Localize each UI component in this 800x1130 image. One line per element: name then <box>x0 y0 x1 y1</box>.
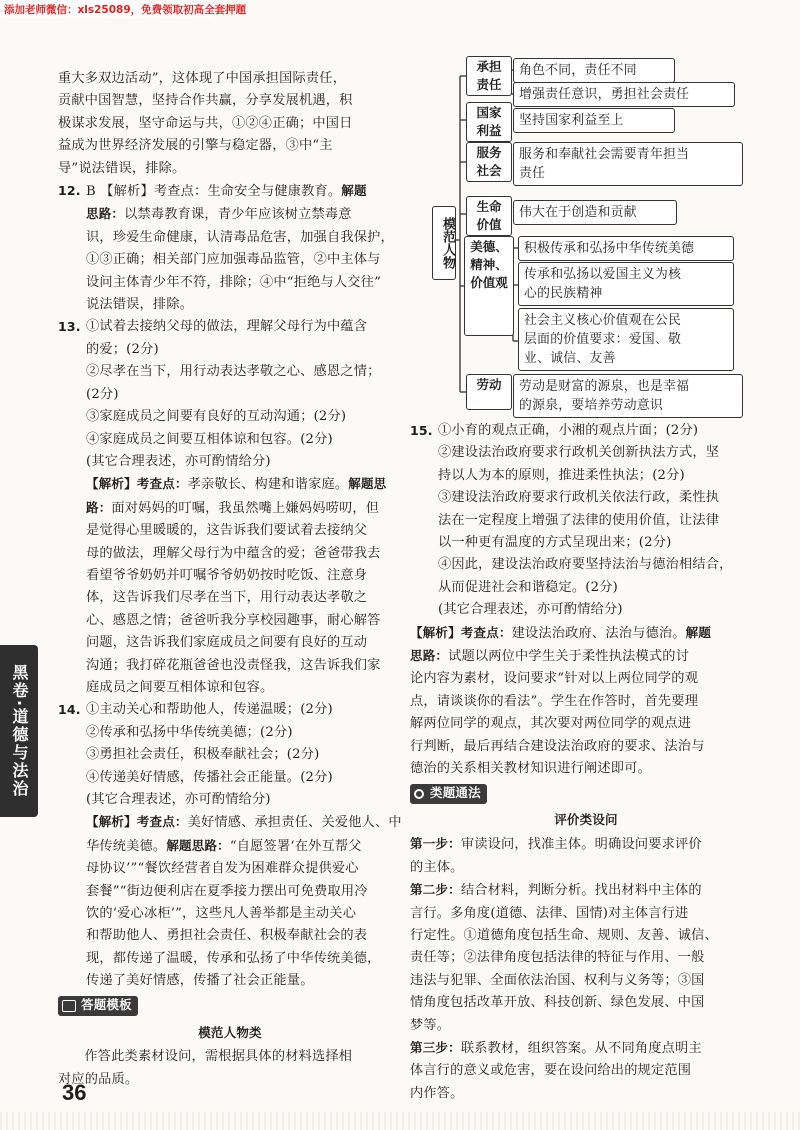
left-column <box>58 68 402 1091</box>
step-line <box>410 1015 762 1037</box>
mind-map-category: 生命 价值 <box>466 196 512 236</box>
key-label: 路： <box>86 499 112 515</box>
mind-map-leaf: 劳动是财富的源泉，也是幸福 的源泉，要培养劳动意识 <box>513 374 743 418</box>
answer-line: ②建设法治政府要求行政机关创新执法方式，坚 <box>438 445 720 461</box>
question-number: 12. <box>58 183 81 199</box>
template-line: 作答此类素材设问，需根据具体的材料选择相 <box>84 1049 353 1065</box>
mind-map-leaf: 传承和弘扬以爱国主义为核 心的民族精神 <box>518 262 734 306</box>
step-text: 责任等；②法律角度包括法律的特征与作用、一般 <box>410 950 705 966</box>
mind-map-leaf: 伟大在于创造和贡献 <box>513 200 677 225</box>
step-line <box>410 833 762 856</box>
answer-line: ④家庭成员之间要互相体谅和包容。(2分) <box>86 431 333 447</box>
mind-map-category: 美德、 精神、 价值观 <box>464 236 514 336</box>
exam-point: 美好情感、承担责任、关爱他人、中 <box>187 815 402 831</box>
exam-point: 建设法治政府、法治与德治。 <box>511 625 686 641</box>
answer-line: (其它合理表述，亦可酌情给分) <box>86 453 271 469</box>
mind-map <box>410 56 770 418</box>
answer-line: 持以人为本的原则，推进柔性执法；(2分) <box>438 467 685 483</box>
key-icon <box>414 789 424 799</box>
answer-line: ③建设法治政府要求行政机关依法行政，柔性执 <box>438 490 720 506</box>
step-line <box>410 992 762 1014</box>
text-line: 贡献中国智慧，坚持合作共赢，分享发展机遇，积 <box>58 93 353 109</box>
analysis-line: 体，这告诉我们尽孝在当下，用行动表达孝敬之 <box>86 590 368 606</box>
analysis-lines <box>410 668 762 780</box>
analysis-line: 心、感恩之情；爸爸听我分享校园趣事，耐心解答 <box>86 612 381 628</box>
analysis-line: 母的做法，理解父母行为中蕴含的爱；爸爸带我去 <box>86 545 381 561</box>
step-text: 审读设问，找准主体。明确设问要求评价 <box>460 837 702 853</box>
key-label: 解题思路： <box>166 837 230 853</box>
answer-template-tag <box>58 996 138 1016</box>
mind-map-leaf: 积极传承和弘扬中华传统美德 <box>518 236 734 261</box>
answer-choice: B 【解析】考查点： <box>86 184 208 200</box>
analysis-line: 现，都传递了温暖，传承和弘扬了中华传统美德， <box>86 950 381 966</box>
answer-list <box>438 420 762 622</box>
mind-map-category: 服务 社会 <box>466 142 512 182</box>
question-14 <box>58 699 402 992</box>
step-text: 联系教材，组织答案。从不同角度点明主 <box>460 1040 702 1056</box>
mind-map-root: 模范人物 <box>432 206 456 280</box>
analysis-line: 母协议’”“餐饮经营者自发为困难群众提供爱心 <box>86 861 359 877</box>
analysis-text: 面对妈妈的叮嘱，我虽然嘴上嫌妈妈唠叨，但 <box>111 500 380 516</box>
promo-banner <box>0 0 247 18</box>
answer-line: ②传承和弘扬中华传统美德；(2分) <box>86 724 293 740</box>
step-line <box>410 903 762 925</box>
step-label: 第二步： <box>410 882 461 898</box>
analysis-line: ①③正确；相关部门应加强毒品监管，②中主体与 <box>86 252 381 268</box>
analysis-line: 设问主体青少年不符，排除；④中“拒绝与人交往” <box>86 274 382 290</box>
intro-paragraph <box>58 68 402 180</box>
analysis-label: 【解析】考查点： <box>410 624 512 640</box>
step-text: 违法与犯罪、全面依法治国、权利与义务等；③国 <box>410 972 705 988</box>
step-text: 言行。多角度(道德、法律、国情)对主体言行进 <box>410 905 689 921</box>
mind-map-leaf: 坚持国家利益至上 <box>513 108 675 133</box>
step-line <box>410 970 762 992</box>
analysis-line: 说法错误，排除。 <box>86 297 194 313</box>
step-label: 第一步： <box>410 836 461 852</box>
analysis-line: 庭成员之间要互相体谅和包容。 <box>86 679 274 695</box>
promo-banner-text: 添加老师微信：xls25089，免费领取初高全套押题 <box>4 4 247 16</box>
text-line: 益成为世界经济发展的引擎与稳定器，③中“主 <box>58 138 333 154</box>
analysis-line: 沟通；我打碎花瓶爸爸也没责怪我，这告诉我们家 <box>86 657 381 673</box>
step-text: 体言行的意义或危害，要在设问给出的规定范围 <box>410 1063 692 1079</box>
step-text: 情角度包括改革开放、科技创新、绿色发展、中国 <box>410 995 705 1011</box>
analysis-line: 传递了美好情感，传播了社会正能量。 <box>86 973 314 989</box>
step-text: 的主体。 <box>410 859 464 875</box>
text-line: 导”说法错误，排除。 <box>58 160 186 176</box>
method-steps <box>410 833 762 1105</box>
answer-line: 以一种更有温度的方式呈现出来；(2分) <box>438 535 672 551</box>
step-line <box>410 1037 762 1060</box>
template-text <box>58 1046 402 1091</box>
answer-line: ④传递美好情感，传播社会正能量。(2分) <box>86 769 333 785</box>
bottom-texture <box>0 1112 800 1130</box>
analysis-line: 论内容为素材，设问要求“针对以上两位同学的观 <box>410 671 699 687</box>
step-text: 结合材料，判断分析。找出材料中主体的 <box>460 883 702 899</box>
exam-point: 华传统美德。 <box>86 838 167 854</box>
answer-line: ①试着去接纳父母的做法，理解父母行为中蕴含 <box>86 319 368 335</box>
key-label: 解题 <box>341 183 367 199</box>
step-line <box>410 879 762 902</box>
answer-line: ③勇担社会责任，积极奉献社会；(2分) <box>86 747 320 763</box>
template-line: 对应的品质。 <box>58 1071 139 1087</box>
analysis-label: 【解析】考查点： <box>86 476 188 492</box>
analysis-line: 解两位同学的观点，其次要对两位同学的观点进 <box>410 716 692 732</box>
method-title: 评价类设问 <box>554 811 618 827</box>
mind-map-category: 劳动 <box>466 374 512 410</box>
question-number: 14. <box>58 702 81 718</box>
mind-map-leaf: 服务和奉献社会需要青年担当 责任 <box>513 142 743 186</box>
exam-point: 孝亲敬长、构建和谐家庭。 <box>187 477 349 493</box>
step-line <box>410 1060 762 1082</box>
step-label: 第三步： <box>410 1039 461 1055</box>
analysis-line: 问题，这告诉我们家庭成员之间要有良好的互动 <box>86 635 368 651</box>
tag-label: 答题模板 <box>81 997 132 1013</box>
analysis-line: 行判断，最后再结合建设法治政府的要求、法治与 <box>410 738 705 754</box>
answer-line: (其它合理表述，亦可酌情给分) <box>86 792 271 807</box>
analysis-line: 套餐”“街边便利店在夏季接力摆出可免费取用冷 <box>86 883 368 899</box>
analysis-line: 看望爷爷奶奶并叮嘱爷爷奶奶按时吃饭、注意身 <box>86 567 368 583</box>
analysis-label: 【解析】考查点： <box>86 814 188 830</box>
step-line <box>410 857 762 879</box>
mind-map-leaf: 增强责任意识，勇担社会责任 <box>513 82 735 107</box>
answer-line: ①主动关心和帮助他人，传递温暖；(2分) <box>86 702 333 718</box>
answer-line: ②尽孝在当下，用行动表达孝敬之心、感恩之情； <box>86 364 381 380</box>
right-column <box>410 420 762 1105</box>
answer-line: 从而促进社会和谐稳定。(2分) <box>438 579 618 595</box>
analysis-text: 以禁毒教育课，青少年应该树立禁毒意 <box>124 207 352 223</box>
key-label: 思路： <box>86 206 125 222</box>
step-text: 行定性。①道德角度包括生命、规则、友善、诚信、 <box>410 927 718 943</box>
answer-line: 法在一定程度上增强了法律的使用价值，让法律 <box>438 512 720 528</box>
analysis-line: 识，珍爱生命健康，认清毒品危害，加强自我保护， <box>86 229 394 245</box>
mind-map-leaf: 社会主义核心价值观在公民 层面的价值要求：爱国、敬 业、诚信、友善 <box>518 308 734 371</box>
analysis-line: 和帮助他人、勇担社会责任、积极奉献社会的表 <box>86 928 368 944</box>
analysis-text: 试题以两位中学生关于柔性执法模式的讨 <box>448 649 690 665</box>
analysis-text: “自愿签署‘在外互帮父 <box>229 838 362 854</box>
answer-line: ①小育的观点正确，小湘的观点片面；(2分) <box>438 423 699 438</box>
answer-line: 的爱；(2分) <box>86 341 159 357</box>
mind-map-category: 承担 责任 <box>466 56 512 96</box>
step-text: 内作答。 <box>410 1085 464 1101</box>
step-line <box>410 925 762 947</box>
book-icon <box>62 1000 76 1012</box>
question-13 <box>58 316 402 699</box>
analysis-lines <box>86 520 402 699</box>
key-label: 思路： <box>410 648 449 664</box>
mind-map-leaf: 角色不同，责任不同 <box>513 58 675 83</box>
analysis-line: 德治的关系相关教材知识进行阐述即可。 <box>410 761 651 777</box>
analysis-lines <box>86 227 402 317</box>
template-title: 模范人物类 <box>198 1025 262 1041</box>
text-line: 极谋求发展，坚守命运与共，①②④正确；中国日 <box>58 115 353 131</box>
key-label: 解题 <box>685 624 712 640</box>
answer-line: ③家庭成员之间要有良好的互动沟通；(2分) <box>86 409 347 425</box>
answer-list <box>86 699 402 811</box>
step-text: 梦等。 <box>410 1017 451 1033</box>
answer-line: ④因此，建设法治政府要坚持法治与德治相结合， <box>438 557 733 573</box>
tag-label: 类题通法 <box>430 785 481 801</box>
question-number: 13. <box>58 319 81 335</box>
answer-list <box>86 316 402 473</box>
answer-line: (其它合理表述，亦可酌情给分) <box>438 602 623 618</box>
method-tag <box>410 784 487 804</box>
question-number: 15. <box>410 423 433 438</box>
question-15 <box>410 420 762 622</box>
analysis-lines <box>86 858 402 992</box>
analysis-line: 饮的‘爱心冰柜’”，这些凡人善举都是主动关心 <box>86 906 357 922</box>
mind-map-category: 国家 利益 <box>466 102 512 142</box>
answer-line: (2分) <box>86 386 119 402</box>
exam-point: 生命安全与健康教育。 <box>207 184 342 200</box>
key-label: 解题思 <box>348 476 387 492</box>
question-12 <box>58 180 402 316</box>
analysis-line: 是觉得心里暖暖的，这告诉我们要试着去接纳父 <box>86 523 368 539</box>
step-line <box>410 1083 762 1105</box>
step-line <box>410 947 762 969</box>
text-line: 重大多双边活动”，这体现了中国承担国际责任， <box>58 71 347 86</box>
analysis-line: 点，请谈谈你的看法”。学生在作答时，首先要理 <box>410 693 699 709</box>
page-number: 36 <box>62 1080 87 1105</box>
subject-side-tab: 黑卷·道德与法治 <box>0 645 38 817</box>
